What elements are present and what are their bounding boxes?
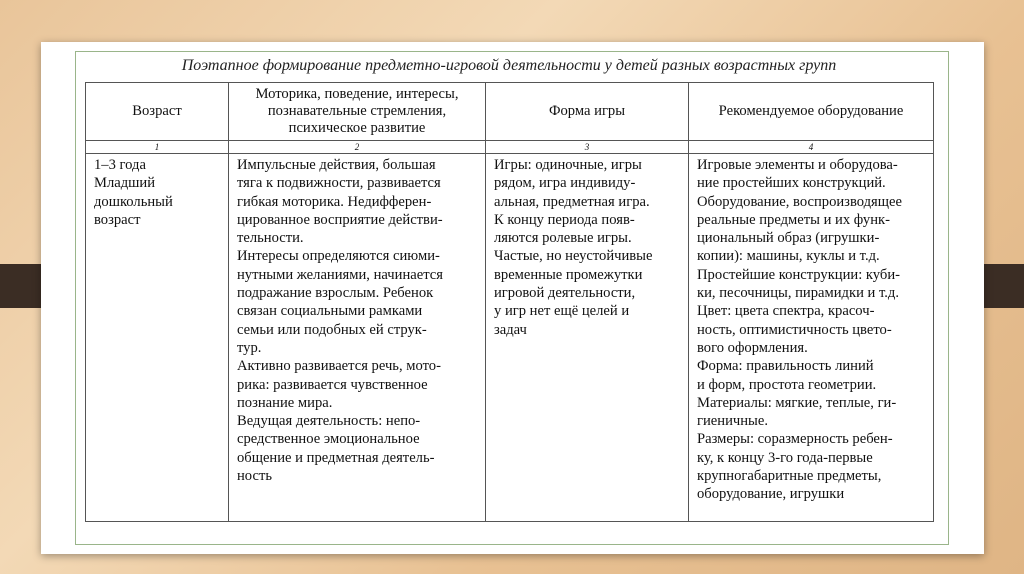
cell-equipment — [689, 154, 934, 522]
header-game-form: Форма игры — [486, 83, 689, 141]
column-number-2: 2 — [229, 141, 486, 154]
cell-age — [86, 154, 229, 522]
cell-game-form-text: Игры: одиночные, игры рядом, игра индивиду- альная, предметная игра. К концу периода появ- ляются ролевые игры. Частые, но неустойчивые временные промежутки игровой деятельности, у игр нет ещё целей и задач — [494, 157, 653, 338]
cell-motor-text: Импульсные действия, большая тяга к подвижности, развивается гибкая моторика. Недифферен- цированное восприятие действи- тельности. Интересы определяются сиюми- нутными желаниями, начинается подражание взрослым. Ребенок связан социальными рамками семьи или подобных ей струк- тур. Активно развивается речь, мото- рика: развивается чувственное познание мира. Ведущая деятельность: непо- средственное эмоциональное общение и предметная деятель- ность — [237, 157, 443, 485]
cell-game-form — [486, 154, 689, 522]
slide — [41, 42, 984, 554]
header-motor-line-1: Моторика, поведение, интересы, — [255, 86, 459, 102]
cell-equipment-text: Игровые элементы и оборудова- ние простейших конструкций. Оборудование, воспроизводящее реальные предметы и их функ- циональный образ (игрушки- копии): машины, куклы и т.д. Простейшие конструкции: куби- ки, песочницы, пирамидки и т.д. Цвет: цвета спектра, красоч- ность, оптимистичность цвето- вого оформления. Форма: правильность линий и форм, простота геометрии. Материалы: мягкие, теплые, ги- гиеничные. Размеры: соразмерность ребен- ку, к концу 3-го года-первые крупногабаритные предметы, оборудование, игрушки — [697, 157, 902, 503]
column-number-3: 3 — [486, 141, 689, 154]
slide-title: Поэтапное формирование предметно-игровой деятельности у детей разных возрастных групп — [181, 57, 837, 74]
header-motor-line-3: психическое развитие — [288, 120, 426, 136]
header-motor — [229, 83, 486, 141]
column-number-1: 1 — [86, 141, 229, 154]
cell-age-text: 1–3 года Младший дошкольный возраст — [94, 157, 173, 228]
table-row — [86, 154, 934, 522]
game-activity-table — [85, 82, 934, 522]
header-equipment: Рекомендуемое оборудование — [689, 83, 934, 141]
header-age: Возраст — [86, 83, 229, 141]
cell-motor — [229, 154, 486, 522]
header-row — [86, 83, 934, 141]
column-number-4: 4 — [689, 141, 934, 154]
header-motor-line-2: познавательные стремления, — [267, 103, 447, 119]
column-number-row — [86, 141, 934, 154]
